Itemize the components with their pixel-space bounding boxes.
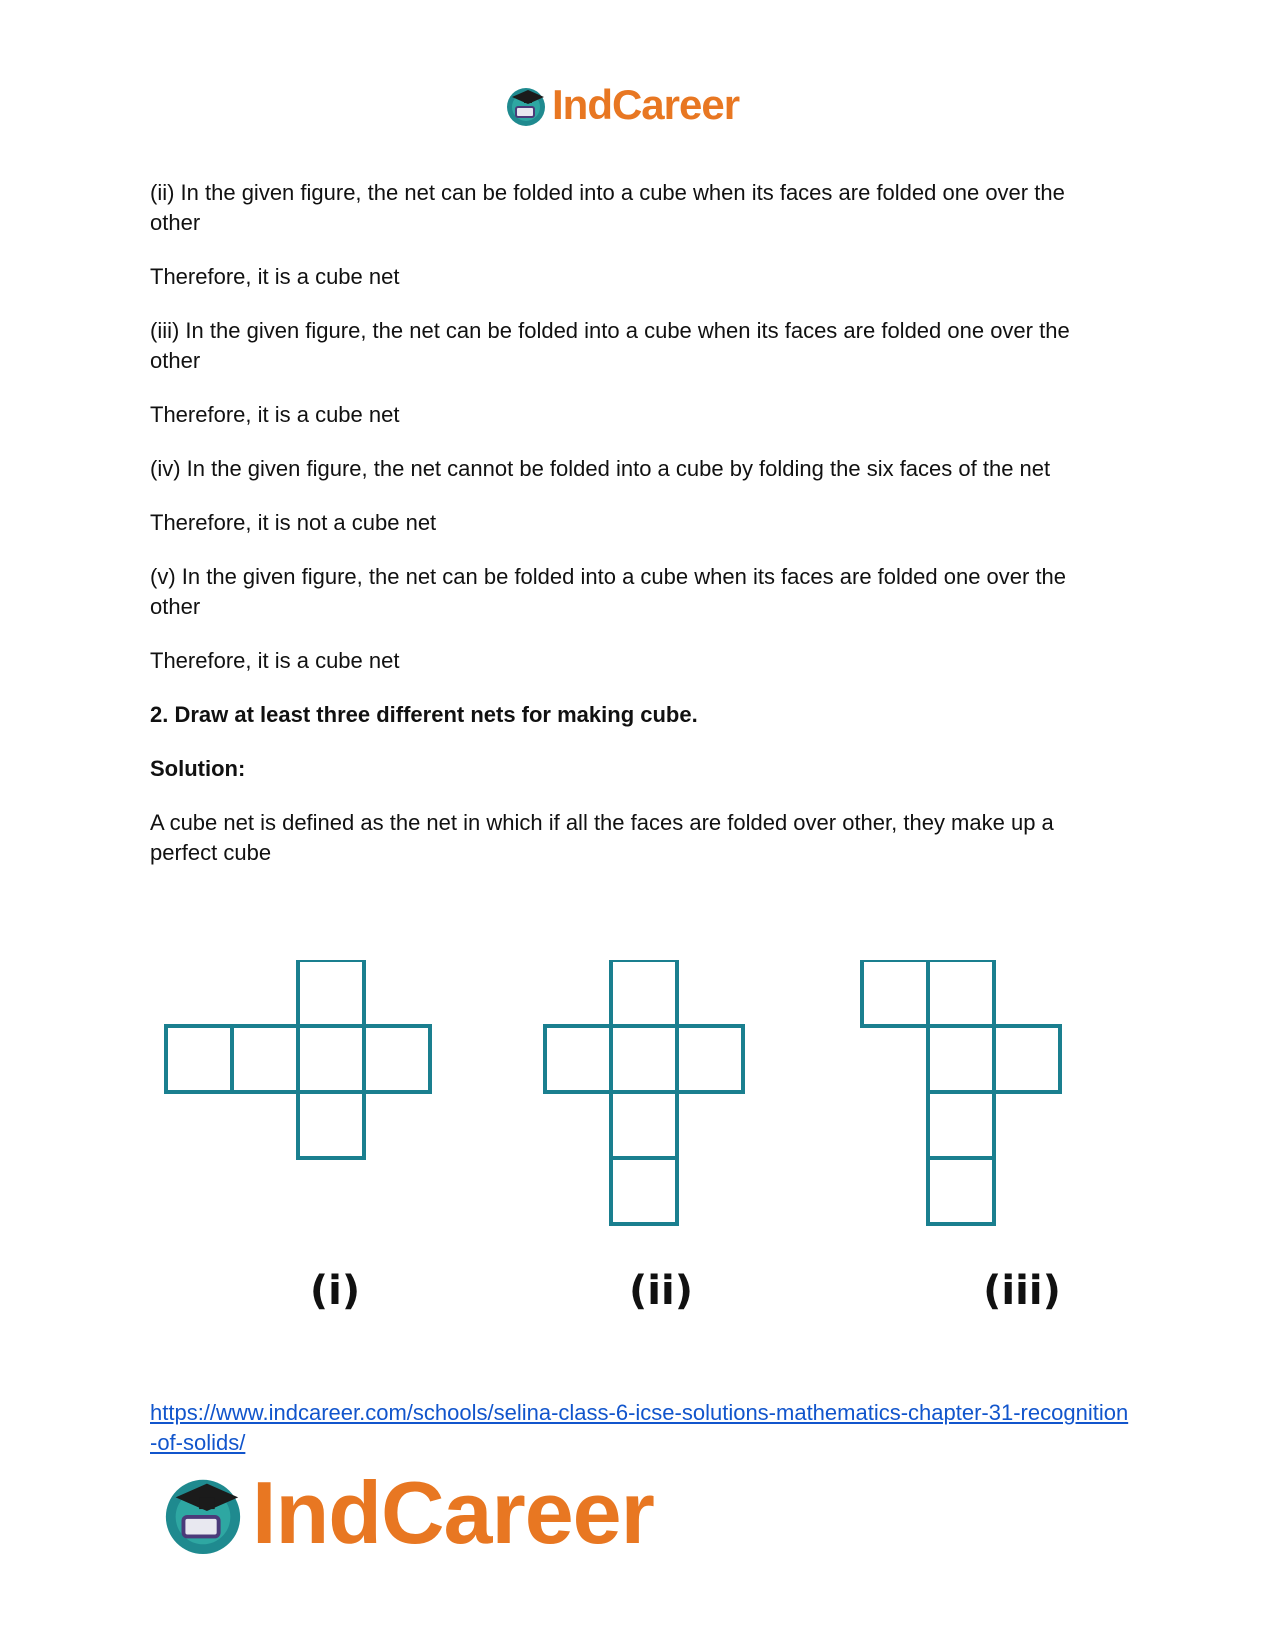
net-face [364, 1026, 430, 1092]
brand-name: IndCareer [552, 81, 740, 128]
net-face [611, 1092, 677, 1158]
net-face [611, 1026, 677, 1092]
figure-label-i: (i) [309, 1268, 361, 1314]
net-face [928, 1158, 994, 1224]
net-face [611, 960, 677, 1026]
figure-label-iii: (iii) [983, 1268, 1061, 1314]
text-paragraph: Therefore, it is a cube net [150, 402, 400, 427]
net-face [545, 1026, 611, 1092]
net-face [298, 1092, 364, 1158]
net-face [994, 1026, 1060, 1092]
text-paragraph: Therefore, it is a cube net [150, 264, 400, 289]
net-face [298, 960, 364, 1026]
text-paragraph: (v) In the given figure, the net can be folded into a cube when its faces are folded one over the other [150, 564, 1067, 619]
net-face [928, 960, 994, 1026]
text-paragraph: A cube net is defined as the net in which if all the faces are folded over other, they make up a perfect cube [150, 810, 1054, 865]
cube-net-1 [166, 960, 430, 1158]
text-paragraph: (iii) In the given figure, the net can be folded into a cube when its faces are folded one over the other [150, 318, 1070, 373]
text-paragraph: Therefore, it is not a cube net [150, 510, 437, 535]
text-paragraph: Therefore, it is a cube net [150, 648, 400, 673]
heading-paragraph: Solution: [150, 756, 246, 781]
net-face [928, 1026, 994, 1092]
document-body [150, 178, 1110, 892]
text-paragraph: (ii) In the given figure, the net can be folded into a cube when its faces are folded one over the other [150, 180, 1065, 235]
net-face [928, 1092, 994, 1158]
net-face [611, 1158, 677, 1224]
text-paragraph: (iv) In the given figure, the net cannot be folded into a cube by folding the six faces of the net [150, 456, 1051, 481]
cube-net-2 [545, 960, 743, 1224]
heading-paragraph: 2. Draw at least three different nets for making cube. [150, 702, 698, 727]
brand-name: IndCareer [252, 1463, 654, 1562]
graduation-globe-icon [504, 83, 548, 127]
net-face [232, 1026, 298, 1092]
graduation-globe-icon [160, 1470, 246, 1556]
header-logo [504, 80, 739, 130]
footer-logo [160, 1463, 654, 1562]
figure-label-ii: (ii) [629, 1268, 693, 1314]
net-face [862, 960, 928, 1026]
cube-net-3 [862, 960, 1060, 1224]
net-face [298, 1026, 364, 1092]
net-face [677, 1026, 743, 1092]
net-face [166, 1026, 232, 1092]
source-link[interactable]: https://www.indcareer.com/schools/selina-class-6-icse-solutions-mathematics-chapter-31-recognition-of-solids/ [150, 1400, 1129, 1455]
cube-nets-drawing [150, 960, 1130, 1260]
